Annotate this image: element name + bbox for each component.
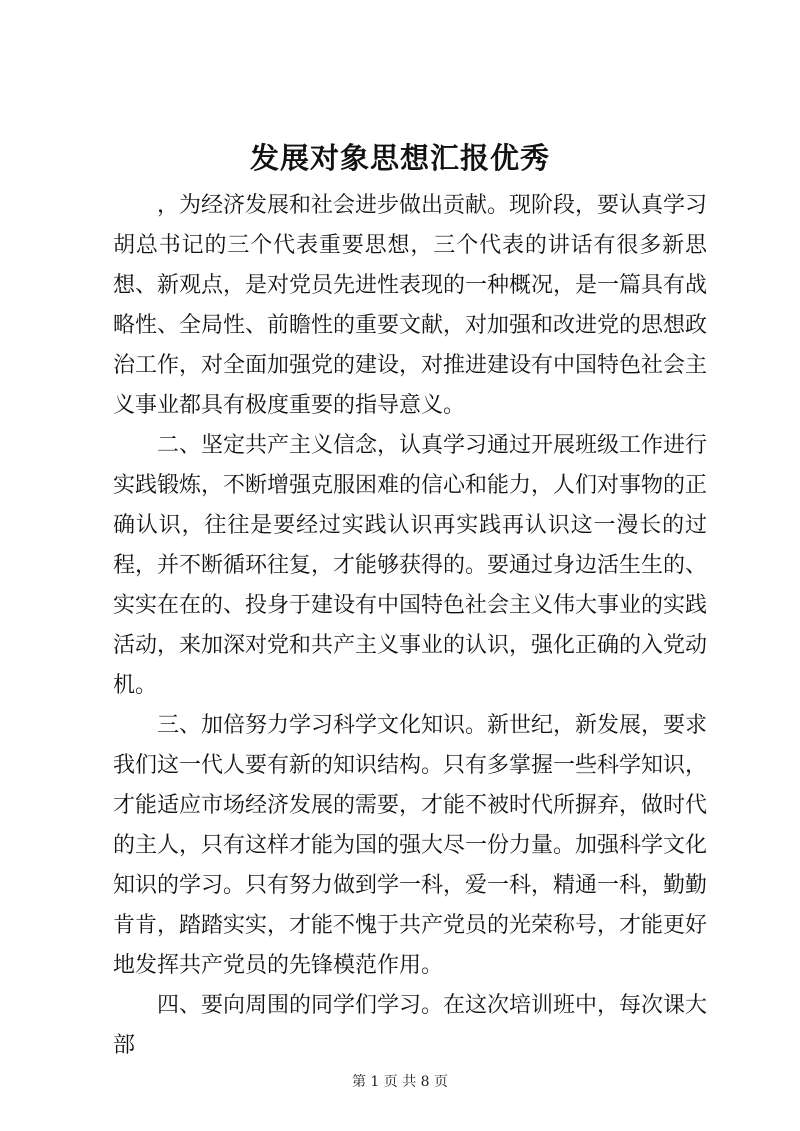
paragraph-1: ，为经济发展和社会进步做出贡献。现阶段，要认真学习胡总书记的三个代表重要思想，三个代表的讲话有很多新思想、新观点，是对党员先进性表现的一种概况，是一篇具有战略性、全局性、前瞻性的重要文献，对加强和改进党的思想政治工作，对全面加强党的建设，对推进建设有中国特色社会主义事业都具有极度重要的指导意义。 <box>113 193 708 418</box>
paragraph-3: 三、加倍努力学习科学文化知识。新世纪，新发展，要求我们这一代人要有新的知识结构。只有多掌握一些科学知识，才能适应市场经济发展的需要，才能不被时代所摒弃，做时代的主人，只有这样才能为国的强大尽一份力量。加强科学文化知识的学习。只有努力做到学一科，爱一科，精通一科，勤勤肯肯，踏踏实实，才能不愧于共产党员的光荣称号，才能更好地发挥共产党员的先锋模范作用。 <box>113 713 708 978</box>
paragraph-4: 四、要向周围的同学们学习。在这次培训班中，每次课大部 <box>113 993 708 1058</box>
document-body <box>113 186 707 1066</box>
page-footer: 第 1 页 共 8 页 <box>351 1074 449 1090</box>
paragraph-2: 二、坚定共产主义信念，认真学习通过开展班级工作进行实践锻炼，不断增强克服困难的信心和能力，人们对事物的正确认识，往往是要经过实践认识再实践再认识这一漫长的过程，并不断循环往复，才能够获得的。要通过身边活生生的、实实在在的、投身于建设有中国特色社会主义伟大事业的实践活动，来加深对党和共产主义事业的认识，强化正确的入党动机。 <box>113 433 708 698</box>
document-title: 发展对象思想汇报优秀 <box>249 141 550 175</box>
